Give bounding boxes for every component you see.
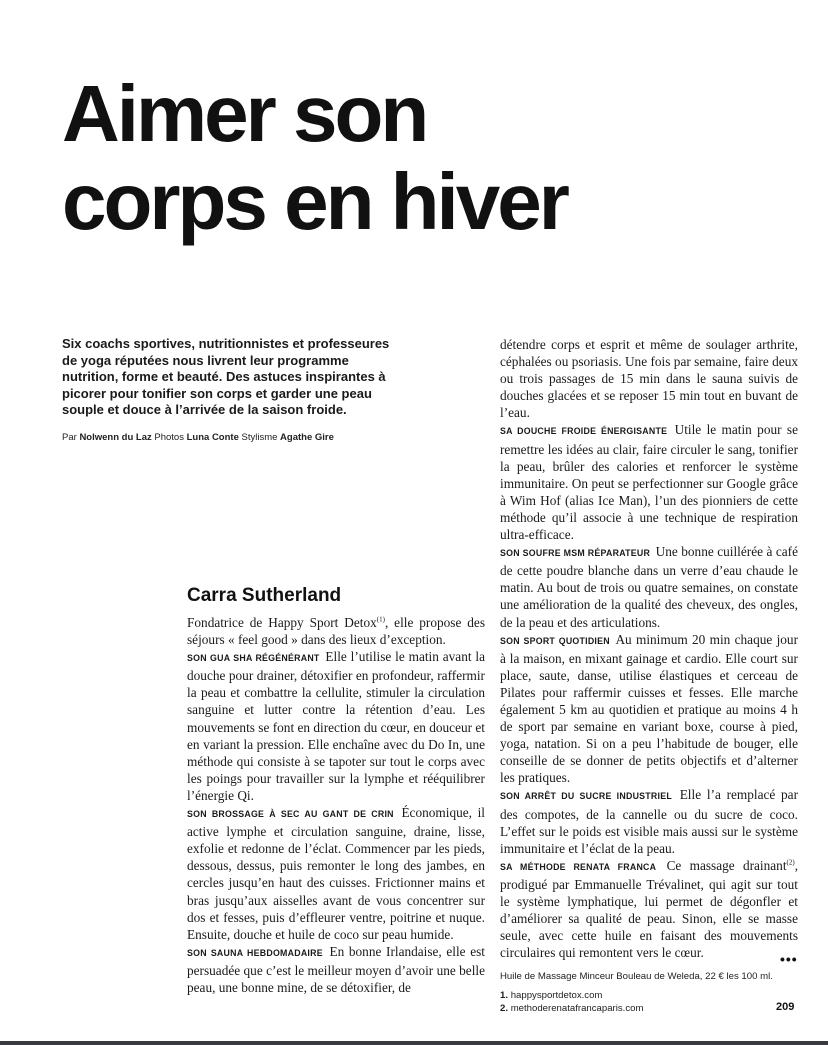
section-douche (500, 421, 798, 543)
title-line-1: Aimer son (62, 69, 427, 158)
article-credits (62, 432, 442, 443)
section-brossage-label: SON BROSSAGE À SEC AU GANT DE CRIN (187, 809, 394, 820)
section-sport-label: SON SPORT QUOTIDIEN (500, 635, 610, 646)
section-sauna-text: En bonne Irlandaise, elle est persuadée que c’est le meilleur moyen d’avoir une belle peau, une bonne mine, de se détoxifier, de (187, 943, 485, 995)
credits-stylisme-label: Stylisme (241, 432, 278, 443)
section-gua-sha (187, 648, 485, 804)
credits-photographer: Luna Conte (186, 432, 239, 443)
credits-par-label: Par (62, 432, 77, 443)
section-methode-text-start: Ce massage drainant (666, 857, 787, 873)
section-methode-text-end: , prodigué par Emmanuelle Trévalinet, qui agit sur tout le système lymphatique, lui permet de dégonfler et d’améliorer sa qualité de peau. Sinon, elle se masse seule, avec cette huile en faisant des mouvements circulaires qui remontent vers le cœur. (500, 857, 799, 961)
title-line-2: corps en hiver (62, 157, 567, 246)
credits-author: Nolwenn du Laz (79, 432, 152, 443)
section-methode-label: SA MÉTHODE RENATA FRANCA (500, 861, 657, 872)
continuation-marker: ••• (780, 951, 798, 967)
section-sport-text: Au minimum 20 min chaque jour à la maison, en mixant gainage et cardio. Elle court sur place, saute, danse, utilise élastiques et cerceau de Pilates pour raffermir cuisses et fesses. Elle marche également 5 km au quotidien et pratique au moins 4 h de sport par semaine en variant boxe, course à pied, yoga, natation. Si on a peu l’habitude de bouger, elle conseille de se donner de petits objectifs et d’alterner les pratiques. (500, 631, 798, 786)
section-sucre-label: SON ARRÊT DU SUCRE INDUSTRIEL (500, 791, 672, 802)
section-douche-text: Utile le matin pour se remettre les idées au clair, faire circuler le sang, tonifier la peau, brûler des calories et renforcer le système immunitaire. On peut se perfectionner sur Google grâce à Wim Hof (alias Ice Man), l’un des pionniers de cette méthode qu’il associe à une technique de respiration ultra-efficace. (500, 422, 799, 543)
section-sauna-continued: détendre corps et esprit et même de soulager arthrite, céphalées ou psoriasis. Une fois par semaine, faire deux ou trois passages de 15 min dans le sauna suivis de douches glacées et se reposer 15 min tout en buvant de l’eau. (500, 337, 798, 421)
credits-stylist: Agathe Gire (280, 432, 334, 443)
section-sport (500, 631, 798, 787)
section-brossage-text: Économique, il active lymphe et circulation sanguine, draine, lisse, exfolie et redonne de l’éclat. Commencer par les pieds, dessous, dessus, puis remonter le long des jambes, en cercles jusqu’en haut des cuisses. Frictionner mains et bras jusqu’aux aisselles avant de vous concentrer sur dos et fesses, puis d’effleurer ventre, poitrine et nuque. Ensuite, douche et huile de coco sur peau humide. (187, 805, 486, 942)
coach-intro-end: , elle propose des séjours « feel good » dans des lieux d’exception. (187, 615, 485, 648)
footnote-number: 1. (500, 990, 509, 1001)
article-lede: Six coachs sportives, nutritionnistes et professeures de yoga réputées nous livrent leur programme nutrition, forme et beauté. Des astuces inspirantes à picorer pour tonifier son corps et garder une peau souple et douce à l’arrivée de la saison froide. (62, 336, 390, 418)
section-sauna-label: SON SAUNA HEBDOMADAIRE (187, 947, 323, 958)
section-gua-sha-label: SON GUA SHA RÉGÉNÉRANT (187, 653, 320, 664)
footnote-item (500, 1003, 643, 1016)
section-sucre-text: Elle l’a remplacé par des compotes, de la cannelle ou du sucre de coco. L’effet sur le poids est visible mais aussi sur le système immunitaire et l’éclat de la peau. (500, 787, 799, 856)
left-column (187, 585, 485, 996)
page-number: 209 (776, 1001, 795, 1013)
coach-intro (187, 614, 485, 648)
section-douche-label: SA DOUCHE FROIDE ÉNERGISANTE (500, 426, 668, 437)
section-sucre (500, 786, 798, 856)
footnote-ref-1: (1) (376, 615, 385, 624)
section-brossage (187, 804, 485, 943)
section-soufre-text: Une bonne cuillérée à café de cette poudre blanche dans un verre d’eau chaude le matin. Au bout de trois ou quatre semaines, on constate une amélioration de la qualité des cheveux, des ongles, de la peau et des articulations. (500, 544, 799, 630)
section-sauna (187, 943, 485, 996)
section-soufre (500, 543, 798, 630)
footnote-item (500, 990, 643, 1003)
footnote-number: 2. (500, 1002, 509, 1014)
article-title (62, 70, 802, 246)
footnote-ref-2: (2) (786, 858, 795, 867)
credits-photos-label: Photos (154, 432, 184, 443)
coach-name: Carra Sutherland (187, 585, 342, 606)
coach-intro-start: Fondatrice de Happy Sport Detox (187, 615, 377, 630)
section-soufre-label: SON SOUFRE MSM RÉPARATEUR (500, 548, 651, 559)
section-methode (500, 857, 798, 962)
footnote-link: happysportdetox.com (510, 990, 603, 1001)
bottom-edge-rule (0, 1041, 828, 1045)
right-column (500, 336, 798, 961)
section-gua-sha-text: Elle l’utilise le matin avant la douche pour drainer, détoxifier en profondeur, raffermir la peau et combattre la cellulite, stimuler la circulation sanguine et lutter contre la rétention d’eau. Les mouvements se font en direction du cœur, en douceur et en variant la pression. Elle enchaîne avec du Do In, une méthode qui consiste à se tapoter sur tout le corps avec les poings pour travailler sur la lymphe et rééquilibrer l’énergie Qi. (187, 649, 485, 803)
product-note: Huile de Massage Minceur Bouleau de Weleda, 22 € les 100 ml. (500, 971, 773, 982)
footnote-link: methoderenatafrancaparis.com (510, 1002, 644, 1014)
footnotes (500, 990, 643, 1015)
